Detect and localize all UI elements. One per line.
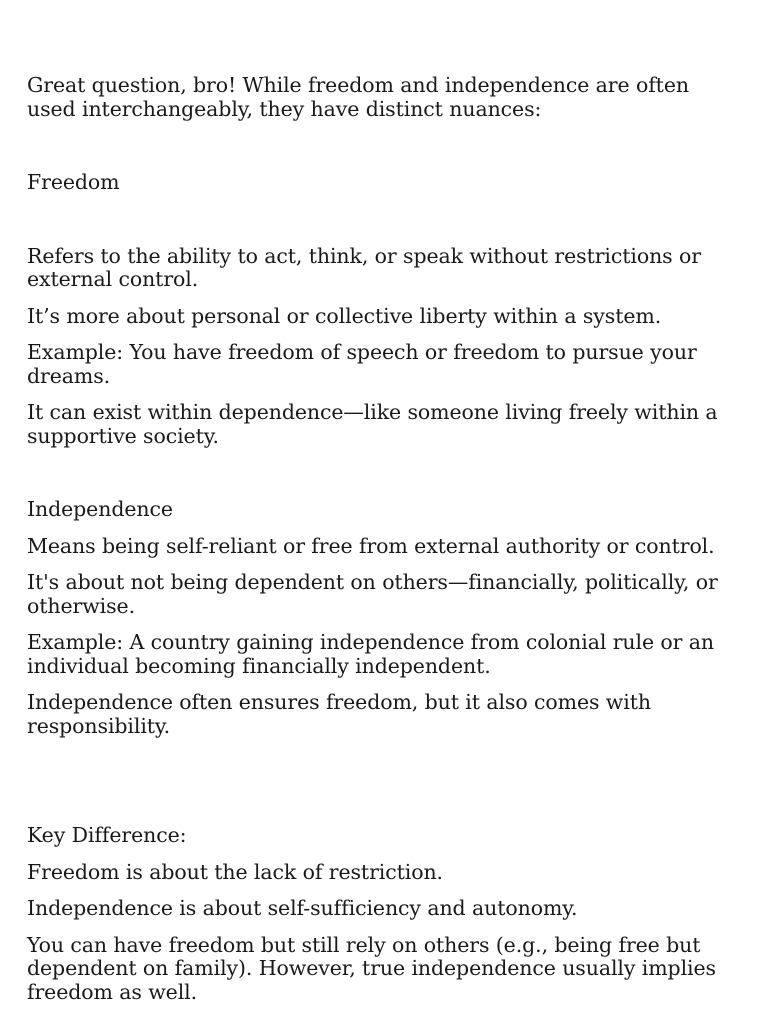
independence-point-3: Example: A country gaining independence from colonial rule or an individual becoming financially independent. [27, 630, 715, 678]
freedom-point-1: Refers to the ability to act, think, or speak without restrictions or external control. [27, 243, 701, 291]
key-difference-heading: Key Difference: [27, 823, 187, 847]
intro-text: Great question, bro! While freedom and independence are often used interchangeably, they have distinct nuances: [27, 73, 689, 121]
freedom-heading: Freedom [27, 170, 120, 194]
independence-heading: Independence [27, 497, 173, 521]
independence-point-2: It's about not being dependent on others—financially, politically, or otherwise. [27, 570, 718, 618]
key-difference-point-1: Freedom is about the lack of restriction. [27, 859, 443, 884]
key-difference-point-2: Independence is about self-sufficiency and autonomy. [27, 896, 578, 920]
independence-point-1: Means being self-reliant or free from external authority or control. [27, 533, 715, 558]
key-difference-point-3: You can have freedom but still rely on others (e.g., being free but dependent on family). However, true independence usually implies freedom as well. [27, 932, 716, 1004]
freedom-point-4: It can exist within dependence—like someone living freely within a supportive society. [27, 400, 718, 448]
freedom-point-3: Example: You have freedom of speech or freedom to pursue your dreams. [27, 340, 697, 388]
freedom-point-2: It’s more about personal or collective liberty within a system. [27, 303, 662, 328]
independence-point-4: Independence often ensures freedom, but it also comes with responsibility. [27, 690, 651, 738]
